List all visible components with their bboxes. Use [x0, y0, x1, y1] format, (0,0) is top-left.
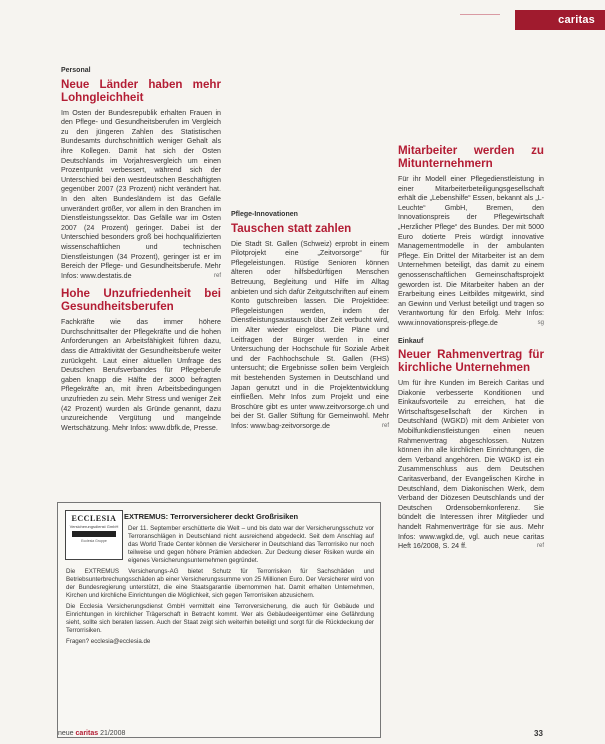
- headline-unzufriedenheit: Hohe Unzufriedenheit bei Gesundheitsberufen: [61, 287, 221, 314]
- article-body-mitarbeiter: [398, 175, 544, 329]
- article-body-rahmenvertrag: [398, 379, 544, 552]
- pub-prefix: neue: [58, 730, 74, 737]
- column-right: [398, 144, 544, 558]
- headline-rahmenvertrag: Neuer Rahmenvertrag für kirchliche Unternehmen: [398, 348, 544, 375]
- kicker-personal: Personal: [61, 67, 91, 74]
- brand-tab: [515, 10, 605, 30]
- issue-number: 21/2008: [100, 730, 126, 737]
- column-left: [61, 66, 221, 439]
- article-body-tauschen: [231, 240, 389, 432]
- author-sig: sg: [537, 319, 544, 326]
- header-rule: [460, 14, 500, 15]
- headline-tauschen: Tauschen statt zahlen: [231, 221, 352, 235]
- article-body-unzufriedenheit: [61, 318, 221, 433]
- publication-name: [58, 730, 125, 737]
- column-middle: [231, 210, 389, 437]
- brand-label: caritas: [558, 14, 595, 26]
- advertisement-box: [57, 502, 381, 738]
- pub-title: caritas: [75, 730, 99, 737]
- article-text-mitarbeiter: Für ihr Modell einer Pflegedienstleistung in einer Mitarbeiterbeteiligungsgesellschaft erhält die „Lebenshilfe“ Essen, bekannt als „L-Leuchte“ GmbH, Bremen, den Innovationspreis der Pflegewirtschaft „Herzlicher Pflege“ des Bundes. Der mit 5000 Euro dotierte Preis würdigt innovative Managementmodelle in der ambulanten Pflege. Ein Drittel der Mitarbeiter ist an dem Unternehmen beteiligt, das damit zu einem genossenschaftlichen Gemeinschaftsprojekt geworden ist. Die Mitarbeiter haben an der Erarbeitung eines Leitbildes mitgewirkt, sind an Gewinn und Verlust beteiligt und tragen so Verantwortung für den Erfolg. Mehr Infos: www.innovationspreis-pflege.de: [398, 175, 544, 327]
- ad-text: [66, 525, 374, 649]
- ad-contact[interactable]: Fragen? ecclesia@ecclesia.de: [66, 638, 151, 645]
- ad-headline: EXTREMUS: Terrorversicherer deckt Großrisiken: [124, 512, 299, 521]
- page-number: 33: [534, 729, 543, 738]
- article-text-tauschen: Die Stadt St. Gallen (Schweiz) erprobt in einem Pilotprojekt eine „Zeitvorsorge“ für Pflegeleistungen. Rüstige Senioren können älteren oder hilfsbedürftigen Menschen Betreuung, Begleitung und Hilfe im Alltag anbieten und sich dafür Zeitgutschriften auf einem Konto gutschreiben lassen. Die Projektidee: Pflegeleistungen werden, indem der Dienstleistungsaustausch über Zeit verbucht wird, im Alter wieder eingelöst. Die Pläne und Leitfragen der Bürger werden in einer Untersuchung der Hochschule für Soziale Arbeit und der Fachhochschule St. Gallen (FHS) untersucht; die Ergebnisse sollen beim Vergleich mit bestehenden Systemen in Deutschland und Japan genutzt und in die Projektentwicklung einfließen. Mehr Infos zum Projekt und eine Broschüre gibt es unter www.zeitvorsorge.ch und bei der St. Galler Stiftung für Gemeinwohl. Mehr Infos: www.bag-zeitvorsorge.de: [231, 239, 389, 430]
- kicker-einkauf: Einkauf: [398, 337, 424, 345]
- article-text-personal: Im Osten der Bundesrepublik erhalten Frauen in den Pflege- und Gesundheitsberufen im Vergleich zu den jüngeren Zahlen des Statistischen Bundesamts durchschnittlich weniger Gehalt als ihre Kollegen. Damit hat sich der Osten Deutschlands im Vorjahresvergleich um einen Prozentpunkt verbessert, während sich der Unterschied bei den westdeutschen Beschäftigten gegenüber 2007 (23 Prozent) nicht verändert hat. In den alten Bundesländern ist das Gefälle unverändert größer, vor allem in den Branchen im Dienstleistungssektor. Das Gefälle war im Osten 2007 (24 Prozent) geringer. Dabei ist der Unterschied besonders groß bei hochqualifizierten wissenschaftlichen und technischen Dienstleistungen (34 Prozent), geringer ist er im Bereich der Pflege- und Gesundheitsberufe. Mehr Infos: www.destatis.de: [61, 108, 221, 280]
- page-footer: [0, 728, 605, 744]
- author-sig: ref: [381, 422, 389, 429]
- ad-paragraph: Die Ecclesia Versicherungsdienst GmbH vermittelt eine Terrorversicherung, die auch für Gebäude und Einrichtungen in kirchlicher Trägerschaft in Betracht kommt. Wer als Gebäudeeigentümer eine Gefährdung sieht, sollte sich beraten lassen. Auch der Staat zeigt sich weiterhin beteiligt und sorgt für die Rückdeckung der Terrorrisiken.: [66, 603, 374, 634]
- logo-subtitle: Versicherungsdienst GmbH: [69, 524, 119, 529]
- author-sig: ref: [536, 543, 544, 550]
- page-header: [0, 0, 605, 30]
- article-text-unzufriedenheit: Fachkräfte wie das immer höhere Durchschnittsalter der Pflegekräfte und die hohen Anforderungen an Arbeitsfähigkeit führen dazu, dass die Attraktivität der Gesundheitsberufe weiter zurückgeht. Laut einer aktuellen Umfrage des Deutschen Berufsverbandes für Pflegeberufe gaben knapp die Hälfte der 3000 befragten Pflegekräfte an, mit ihren Arbeitsbedingungen unzufrieden zu sein. Mehr Stress und weniger Zeit (42 Prozent) wurden als Gründe genannt, dazu unzureichende Vergütung und mangelnde Wertschätzung. Mehr Infos: www.dbfk.de, Presse.: [61, 318, 221, 432]
- ad-paragraph-1: Der 11. September erschütterte die Welt – und bis dato war der Versicherungsschutz vor Terroranschlägen in Deutschland nicht ausreichend abgedeckt. Seit dem Anschlag auf das World Trade Center können die Versicherer in Deutschland das Terrorrisiko nur noch teilweise und gegen höhere Prämien abdecken. Zur Deckung dieser Risiken wurde ein eigenes Versicherungsunternehmen gegründet.: [128, 525, 374, 564]
- headline-mitarbeiter: Mitarbeiter werden zu Mitunternehmern: [398, 144, 544, 170]
- logo-title: ECCLESIA: [71, 514, 117, 523]
- article-text-rahmenvertrag: Um für ihre Kunden im Bereich Caritas und Diakonie verbesserte Konditionen und Einkaufsvorteile zu erreichen, hat die Wirtschaftsgesellschaft der Kirchen in Deutschland (WGKD) mit dem Anbieter von Mobilfunkdienstleistungen einen neuen Rahmenvertrag abgeschlossen. Nutzen können ihn alle kirchlichen Einrichtungen, die dem Verband angehören. Die WGKD ist ein Zusammenschluss aus dem Deutschen Caritasverband, der Evangelischen Kirche in Deutschland, dem Diakonischen Werk, dem Verband der Diözesen Deutschlands und der Deutschen Ordensobernkonferenz. Sie bündelt die Interessen ihrer Mitglieder und handelt Rahmenverträge für sie aus. Mehr Infos: www.wgkd.de, vgl. auch neue caritas Heft 16/2008, S. 24 ff.: [398, 379, 544, 551]
- article-body-personal: [61, 109, 221, 282]
- kicker-pflege: Pflege-Innovationen: [231, 211, 298, 218]
- ad-paragraph: [66, 525, 374, 565]
- ad-paragraph: Die EXTREMUS Versicherungs-AG bietet Schutz für Terrorrisiken für Sachschäden und Betriebsunterbrechungsschäden ab einer Versicherungssumme von 25 Millionen Euro. Der Versicherer wird von der Bundesregierung unterstützt, die eine Staatsgarantie übernommen hat. Damit erhalten Unternehmen, Kirchen und kirchliche Einrichtungen die Möglichkeit, sich gegen Terrorrisiken abzusichern.: [66, 568, 374, 599]
- headline-lohngleichheit: Neue Länder haben mehr Lohngleichheit: [61, 77, 221, 104]
- author-sig: ref: [213, 272, 221, 279]
- logo-small: Ecclesia Gruppe: [81, 539, 107, 543]
